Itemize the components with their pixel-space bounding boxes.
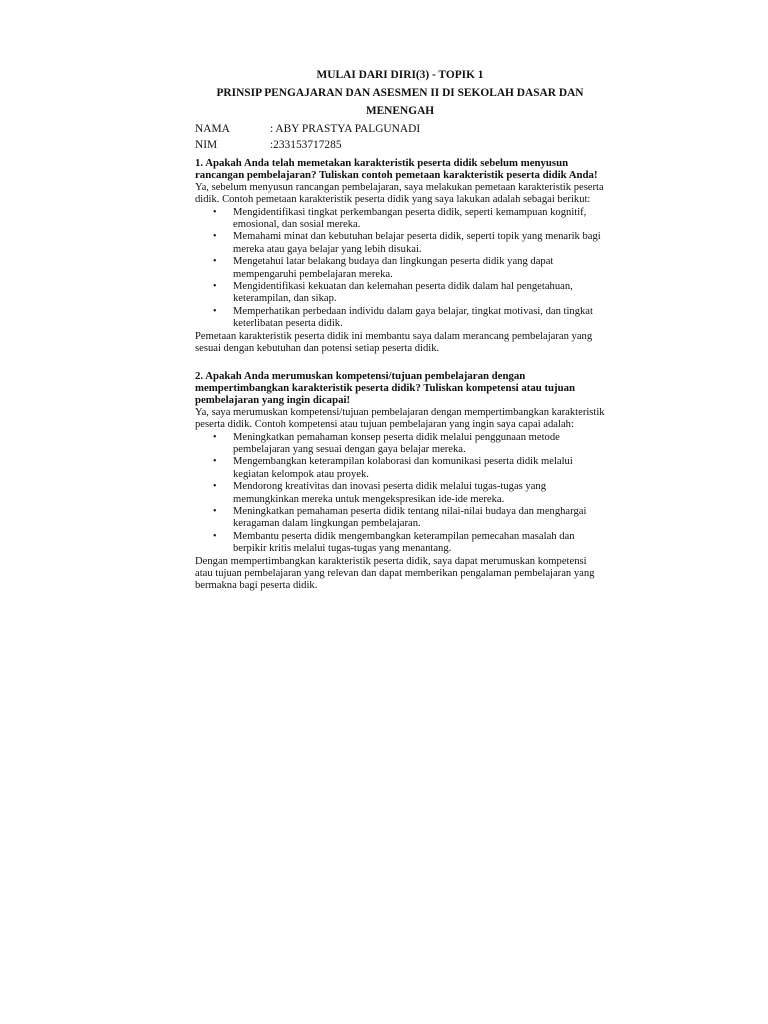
name-value: : ABY PRASTYA PALGUNADI xyxy=(270,123,421,135)
list-item: • Mengidentifikasi kekuatan dan kelemahan peserta didik dalam hal pengetahuan, keterampilan, dan sikap. xyxy=(233,281,605,306)
answer-1-intro: Ya, sebelum menyusun rancangan pembelajaran, saya melakukan pemetaan karakteristik peserta didik. Contoh pemetaan karakteristik peserta didik yang saya lakukan adalah sebagai berikut: xyxy=(195,181,604,206)
document-subtitle-line2: MENENGAH xyxy=(365,105,435,117)
list-item: • Meningkatkan pemahaman konsep peserta didik melalui penggunaan metode pembelajaran yang sesuai dengan gaya belajar mereka. xyxy=(233,432,605,457)
question-1: 1. Apakah Anda telah memetakan karakteristik peserta didik sebelum menyusun rancangan pembelajaran? Tuliskan contoh pemetaan karakteristik peserta didik Anda! xyxy=(195,157,598,182)
list-item: • Memperhatikan perbedaan individu dalam gaya belajar, tingkat motivasi, dan tingkat keterlibatan peserta didik. xyxy=(233,306,605,331)
list-item: • Mendorong kreativitas dan inovasi peserta didik melalui tugas-tugas yang memungkinkan mereka untuk mengekspresikan ide-ide mereka. xyxy=(233,481,605,506)
question-2: 2. Apakah Anda merumuskan kompetensi/tujuan pembelajaran dengan mempertimbangkan karakteristik peserta didik? Tuliskan kompetensi atau tujuan pembelajaran yang ingin dicapai! xyxy=(195,369,576,407)
list-item: • Membantu peserta didik mengembangkan keterampilan pemecahan masalah dan berpikir kritis melalui tugas-tugas yang menantang. xyxy=(233,531,605,556)
answer-2-closing: Dengan mempertimbangkan karakteristik peserta didik, saya dapat merumuskan kompetensi atau tujuan pembelajaran yang relevan dan dapat memberikan pengalaman pembelajaran yang bermakna bagi peserta didik. xyxy=(195,555,595,592)
answer-2-list xyxy=(195,432,605,556)
list-item: • Mengembangkan keterampilan kolaborasi dan komunikasi peserta didik melalui kegiatan kelompok atau proyek. xyxy=(233,456,605,481)
list-item: • Mengidentifikasi tingkat perkembangan peserta didik, seperti kemampuan kognitif, emosional, dan sosial mereka. xyxy=(233,207,605,232)
answer-1-list xyxy=(195,207,605,331)
answer-2-intro: Ya, saya merumuskan kompetensi/tujuan pembelajaran dengan mempertimbangkan karakteristik peserta didik. Contoh kompetensi atau tujuan pembelajaran yang ingin saya capai adalah: xyxy=(195,406,605,431)
list-item: • Meningkatkan pemahaman peserta didik tentang nilai-nilai budaya dan menghargai keragaman dalam lingkungan pembelajaran. xyxy=(233,506,605,531)
list-item: • Memahami minat dan kebutuhan belajar peserta didik, seperti topik yang menarik bagi mereka atau gaya belajar yang lebih disukai. xyxy=(233,231,605,256)
name-row xyxy=(195,121,605,137)
nim-label: NIM xyxy=(195,139,218,151)
document-title: MULAI DARI DIRI(3) - TOPIK 1 xyxy=(316,69,484,81)
document-page xyxy=(195,66,605,593)
nim-row xyxy=(195,137,605,153)
nim-value: :233153717285 xyxy=(270,139,342,151)
name-label: NAMA xyxy=(195,123,230,135)
answer-1-closing: Pemetaan karakteristik peserta didik ini membantu saya dalam merancang pembelajaran yang sesuai dengan kebutuhan dan potensi setiap peserta didik. xyxy=(195,330,593,355)
list-item: • Mengetahui latar belakang budaya dan lingkungan peserta didik yang dapat mempengaruhi pembelajaran mereka. xyxy=(233,256,605,281)
document-subtitle-line1: PRINSIP PENGAJARAN DAN ASESMEN II DI SEKOLAH DASAR DAN xyxy=(216,87,584,99)
